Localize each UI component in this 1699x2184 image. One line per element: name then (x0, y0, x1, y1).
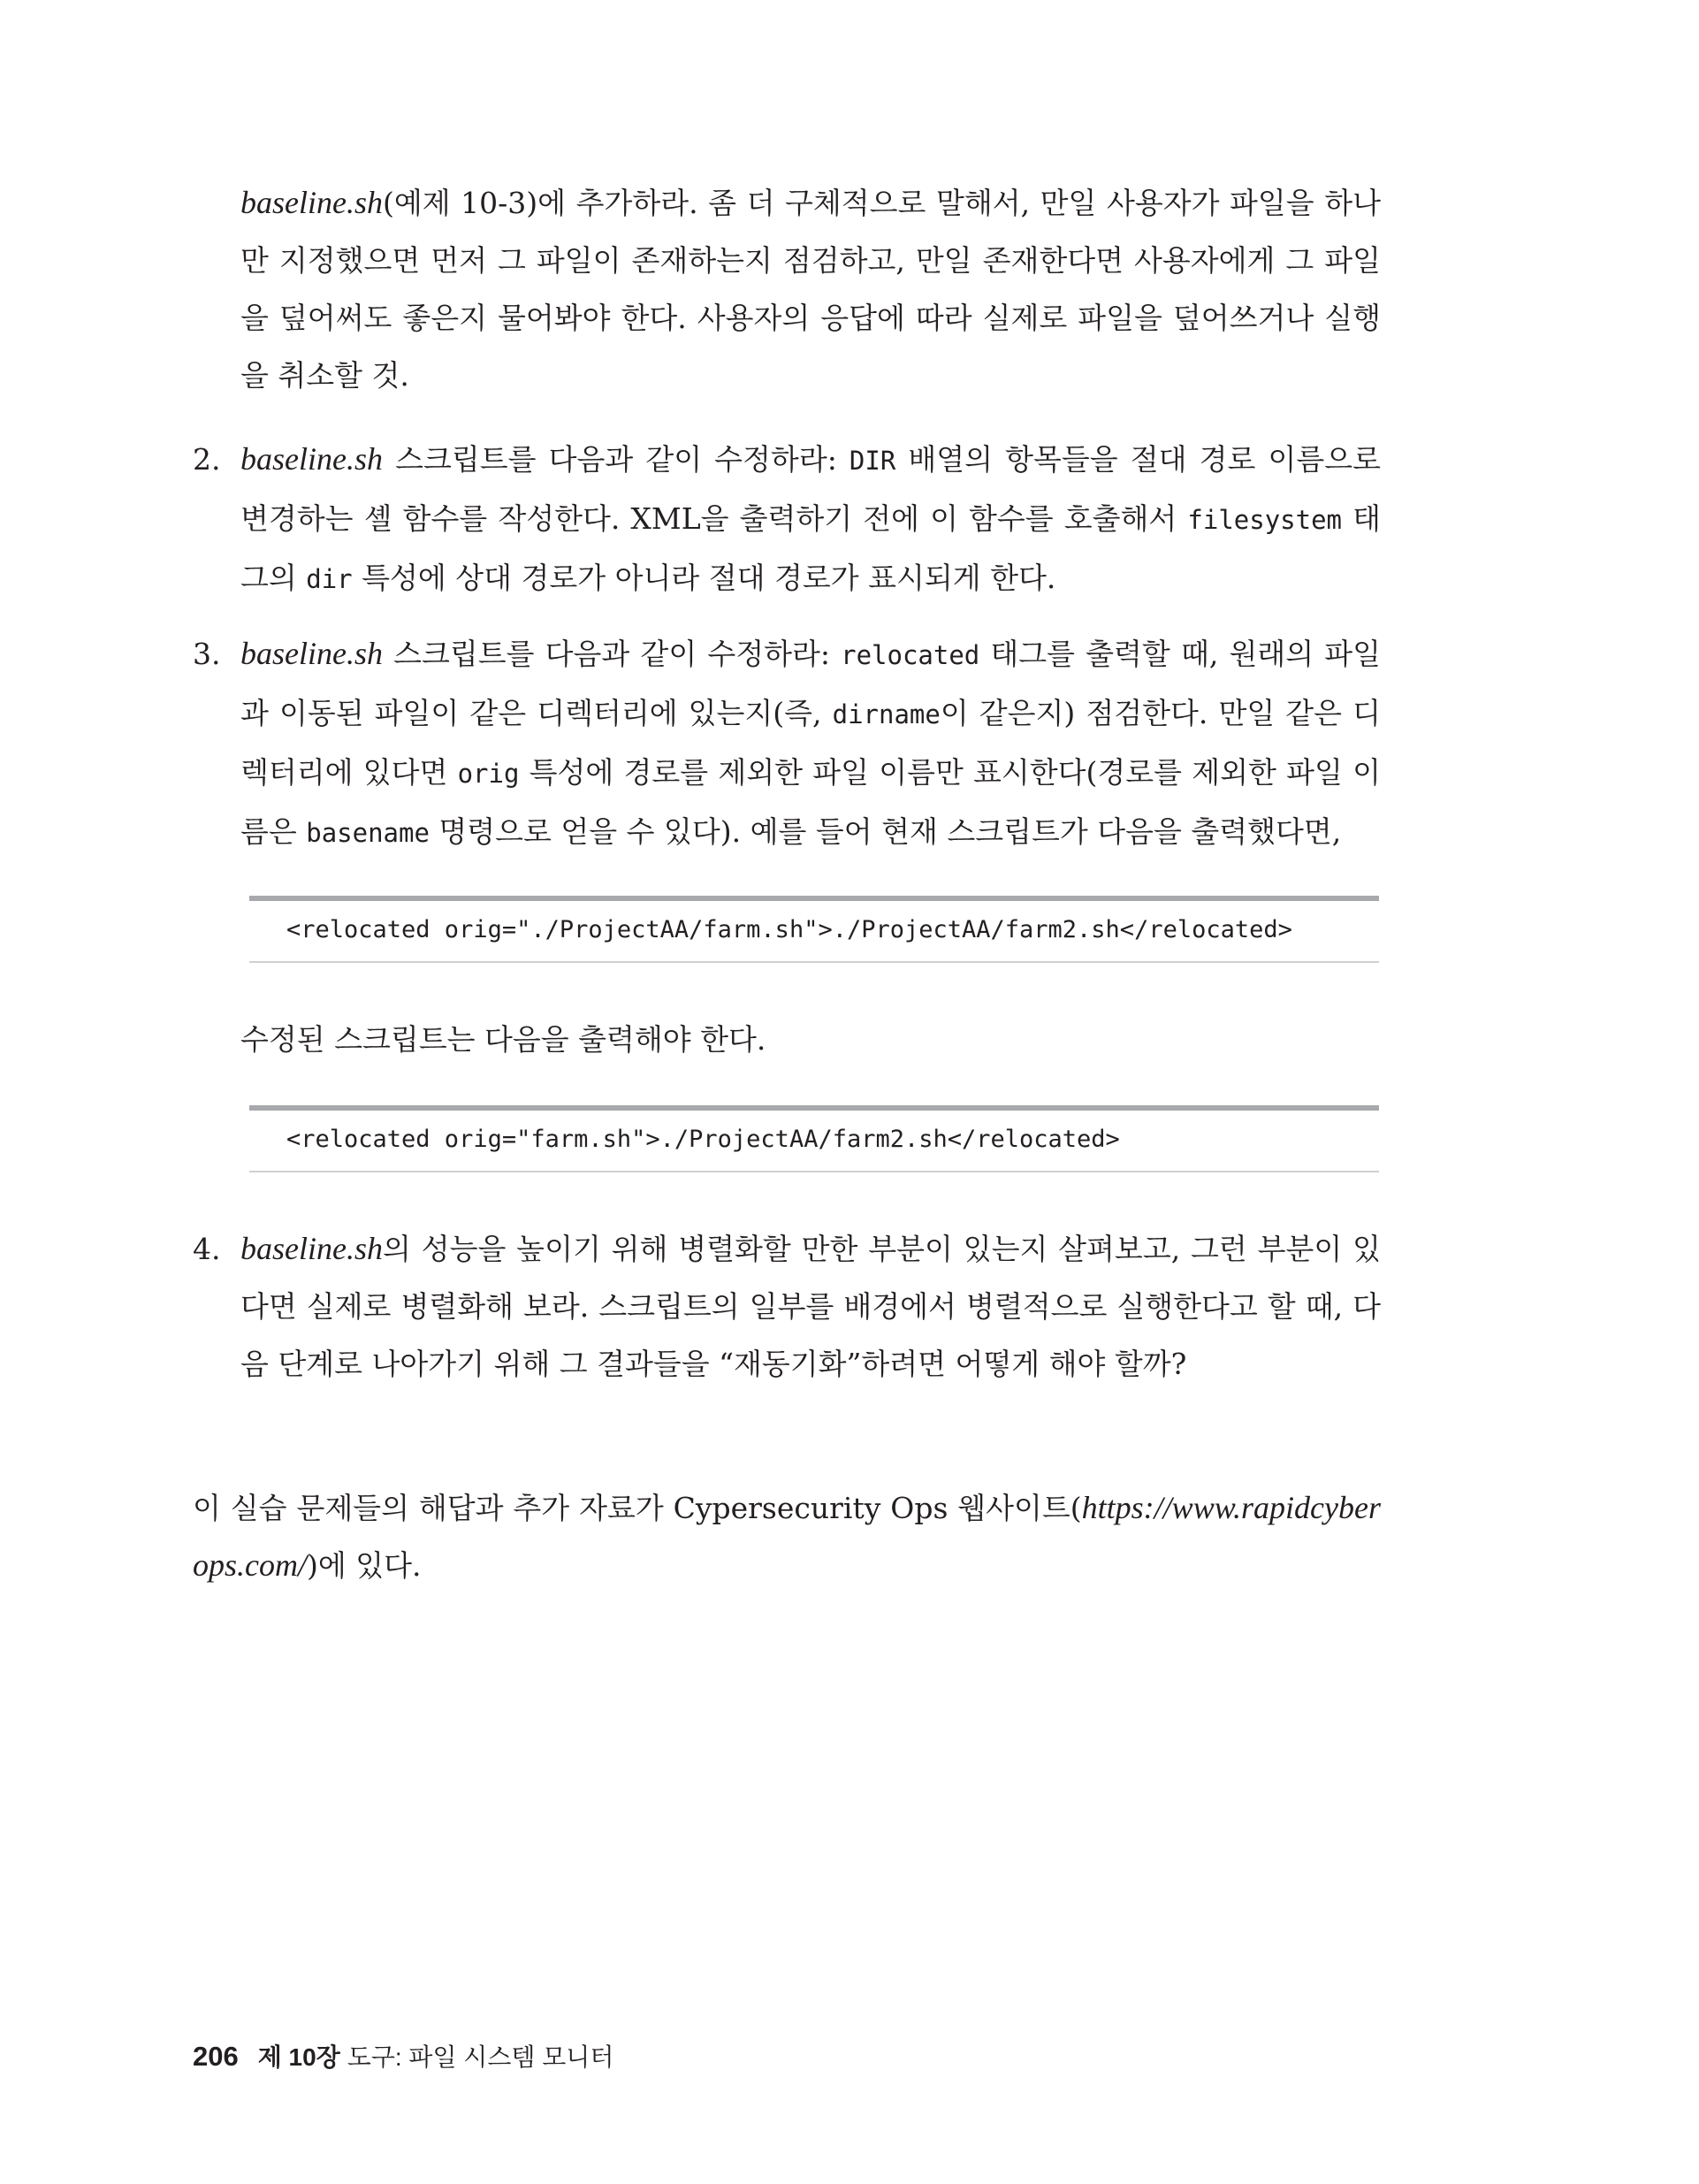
text: 스크립트를 다음과 같이 수정하라: (382, 637, 842, 671)
filename: baseline.sh (240, 1231, 383, 1266)
paragraph-text: (예제 10-3)에 추가하라. 좀 더 구체적으로 말해서, 만일 사용자가 파일을 하나만 지정했으면 먼저 그 파일이 존재하는지 점검하고, 만일 존재한다면 사용자에게 그 파일을 덮어써도 좋은지 물어봐야 한다. 사용자의 응답에 따라 실제로 파일을 덮어쓰거나 실행을 취소할 것. (240, 186, 1381, 393)
page-number: 206 (193, 2041, 239, 2072)
code-block (249, 1105, 1379, 1172)
text: 태그의 (240, 501, 1381, 595)
code-block (249, 896, 1379, 963)
item-body (240, 1220, 1381, 1393)
text: 특성에 상대 경로가 아니라 절대 경로가 표시되게 한다. (352, 561, 1056, 595)
text: 특성에 경로를 제외한 파일 이름만 표시한다(경로를 제외한 파일 이름은 (240, 755, 1381, 849)
item-number: 4. (193, 1232, 221, 1266)
filename: baseline.sh (240, 185, 383, 220)
inline-code: filesystem (1187, 505, 1343, 535)
chapter-label: 제 10장 (257, 2043, 340, 2071)
exercise-item-2 (193, 431, 1381, 608)
code-text: <relocated orig="farm.sh">./ProjectAA/farm2.sh</relocated> (286, 1126, 1120, 1153)
text: 이 같은지) 점검한다. 만일 같은 디렉터리에 있다면 (240, 696, 1381, 790)
text: 명령으로 얻을 수 있다). 예를 들어 현재 스크립트가 다음을 출력했다면, (429, 814, 1342, 849)
website-url[interactable]: https://www.rapidcyberops.com/ (193, 1490, 1381, 1583)
text: 배열의 항목들을 절대 경로 이름으로 변경하는 셸 함수를 작성한다. XML을 출력하기 전에 이 함수를 호출해서 (240, 442, 1382, 536)
note-text: 이 실습 문제들의 해답과 추가 자료가 Cypersecurity Ops 웹사이트( (193, 1491, 1082, 1525)
inline-code: dirname (832, 699, 941, 729)
paragraph-text: 수정된 스크립트는 다음을 출력해야 한다. (240, 1022, 766, 1057)
note-text: )에 있다. (307, 1548, 422, 1583)
inline-code: DIR (849, 446, 896, 476)
inline-code: orig (457, 759, 520, 789)
inline-code: relocated (841, 640, 980, 670)
exercise-1-continuation (240, 174, 1381, 404)
item-body (240, 431, 1381, 608)
item-number: 2. (193, 442, 221, 477)
text: 스크립트를 다음과 같이 수정하라: (382, 442, 850, 477)
item-number: 3. (193, 637, 221, 671)
text: 태그를 출력할 때, 원래의 파일과 이동된 파일이 같은 디렉터리에 있는지(즉, (240, 637, 1381, 730)
exercise-item-3 (193, 625, 1381, 862)
code-text: <relocated orig="./ProjectAA/farm.sh">./ProjectAA/farm2.sh</relocated> (286, 916, 1292, 943)
text: 의 성능을 높이기 위해 병렬화할 만한 부분이 있는지 살펴보고, 그런 부분이 있다면 실제로 병렬화해 보라. 스크립트의 일부를 배경에서 병렬적으로 실행한다고 할 때, 다음 단계로 나아가기 위해 그 결과들을 “재동기화”하려면 어떻게 해야 할까? (240, 1232, 1381, 1381)
filename: baseline.sh (240, 636, 383, 671)
answers-note (193, 1479, 1381, 1594)
filename: baseline.sh (240, 441, 383, 477)
item-body (240, 625, 1381, 862)
inline-code: basename (306, 818, 430, 848)
exercise-item-4 (193, 1220, 1381, 1393)
inline-code: dir (306, 564, 353, 594)
chapter-title: 도구: 파일 시스템 모니터 (347, 2043, 614, 2071)
page-footer (193, 2039, 613, 2075)
